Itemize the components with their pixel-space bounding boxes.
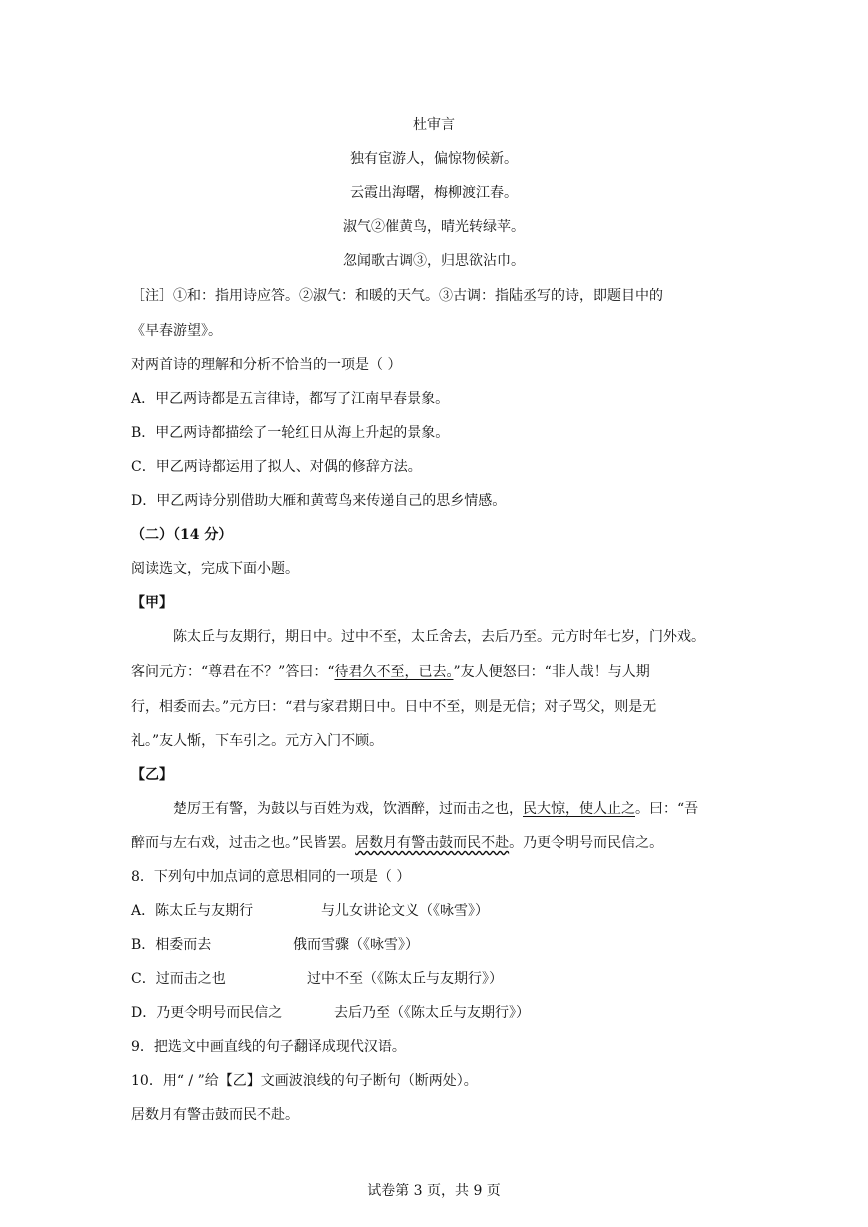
q7-option-c: C．甲乙两诗都运用了拟人、对偶的修辞方法。 — [131, 459, 422, 475]
passage-yi-line-2a: 醉而与左右戏，过击之也。”民皆罢。 — [131, 835, 356, 851]
q7-option-a: A．甲乙两诗都是五言律诗，都写了江南早春景象。 — [131, 391, 450, 407]
q8-option-d-left: D．乃更令明号而民信之 — [131, 1005, 283, 1021]
poem-line-1: 独有宦游人，偏惊物候新。 — [350, 151, 518, 167]
passage-yi-line-1a: 楚厉王有警，为鼓以与百姓为戏，饮酒醉，过而击之也， — [173, 801, 523, 817]
q8-option-d — [131, 1002, 530, 1022]
page-footer: 试卷第 3 页，共 9 页 — [367, 1183, 501, 1199]
q8-option-c-left: C．过而击之也 — [131, 971, 226, 987]
q8-option-c — [131, 968, 503, 988]
passage-yi-line-1 — [173, 798, 698, 818]
note-line-1: ［注］①和：指用诗应答。②淑气：和暖的天气。③古调：指陆丞写的诗，即题目中的 — [131, 288, 663, 304]
poem-line-2: 云霞出海曙，梅柳渡江春。 — [350, 185, 518, 201]
q8-option-a — [131, 900, 489, 920]
q8-option-c-right: 过中不至（《陈太丘与友期行》） — [307, 971, 503, 987]
passage-yi-line-2b: 。乃更令明号而民信之。 — [509, 835, 664, 851]
q7-option-b: B．甲乙两诗都描绘了一轮红日从海上升起的景象。 — [131, 425, 450, 441]
q8-option-a-right: 与儿女讲论文义（《咏雪》） — [321, 903, 489, 919]
passage-yi-label: 【乙】 — [131, 767, 173, 783]
q8-option-b-left: B．相委而去 — [131, 937, 212, 953]
underlined-sentence-jia: 待君久不至，已去。 — [334, 664, 454, 680]
q8-option-b-right: 俄而雪骤（《咏雪》） — [293, 937, 419, 953]
q10-sentence: 居数月有警击鼓而民不赴。 — [131, 1107, 299, 1123]
passage-yi-line-1b: 。曰：“吾 — [635, 801, 699, 817]
passage-jia-line-2 — [131, 661, 650, 681]
section-heading: （二）（14 分） — [131, 527, 233, 543]
passage-yi-line-2 — [131, 832, 663, 852]
q8-option-a-left: A．陈太丘与友期行 — [131, 903, 254, 919]
q9-stem: 9．把选文中画直线的句子翻译成现代汉语。 — [131, 1039, 406, 1055]
passage-jia-line-1: 陈太丘与友期行，期日中。过中不至，太丘舍去，去后乃至。元方时年七岁，门外戏。 — [173, 629, 705, 645]
poem-line-4: 忽闻歌古调③，归思欲沾巾。 — [343, 253, 525, 269]
q8-stem: 8．下列句中加点词的意思相同的一项是（ ） — [131, 869, 411, 885]
section-instruction: 阅读选文，完成下面小题。 — [131, 561, 299, 577]
q8-option-d-right: 去后乃至（《陈太丘与友期行》） — [334, 1005, 530, 1021]
q7-stem: 对两首诗的理解和分析不恰当的一项是（ ） — [131, 357, 402, 373]
poem-author: 杜审言 — [413, 117, 455, 133]
passage-jia-line-4: 礼。”友人惭，下车引之。元方入门不顾。 — [131, 733, 384, 749]
q7-option-d: D．甲乙两诗分别借助大雁和黄莺鸟来传递自己的思乡情感。 — [131, 493, 507, 509]
note-line-2: 《早春游望》。 — [131, 323, 222, 339]
passage-jia-line-2b: ”友人便怒曰：“非人哉！与人期 — [453, 664, 650, 680]
underlined-sentence-yi: 民大惊，使人止之 — [523, 801, 635, 817]
wavy-underlined-sentence: 居数月有警击鼓而民不赴 — [355, 835, 510, 851]
passage-jia-line-3: 行，相委而去。”元方曰：“君与家君期日中。日中不至，则是无信；对子骂父，则是无 — [131, 699, 657, 715]
poem-line-3: 淑气②催黄鸟，晴光转绿苹。 — [343, 219, 525, 235]
q8-option-b — [131, 934, 419, 954]
passage-jia-line-2a: 客问元方：“尊君在不？”答曰：“ — [131, 664, 335, 680]
q10-stem: 10．用“ / ”给【乙】文画波浪线的句子断句（断两处）。 — [131, 1073, 478, 1089]
passage-jia-label: 【甲】 — [131, 595, 173, 611]
